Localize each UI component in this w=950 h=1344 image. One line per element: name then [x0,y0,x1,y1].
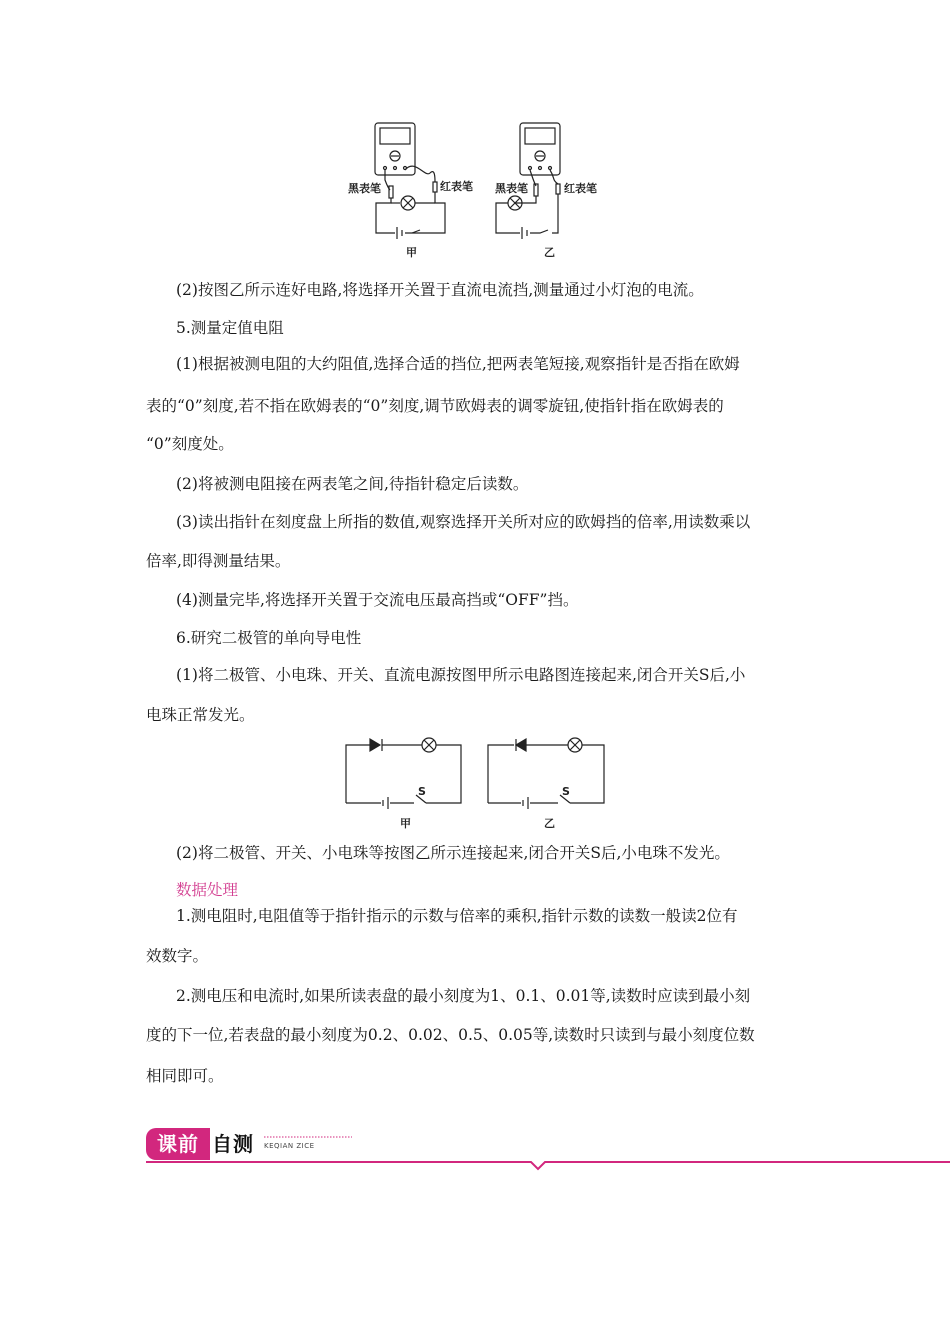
paragraph: “0”刻度处。 [146,435,234,453]
paragraph: 1.测电阻时,电阻值等于指针指示的示数与倍率的乘积,指针示数的读数一般读2位有 [176,907,738,925]
switch-label-right: S [562,785,570,798]
caption-yi-fig1: 乙 [544,246,555,259]
paragraph: (2)将被测电阻接在两表笔之间,待指针稳定后读数。 [176,475,529,493]
paragraph: (1)将二极管、小电珠、开关、直流电源按图甲所示电路图连接起来,闭合开关S后,小 [176,666,746,684]
black-probe-label-left: 黑表笔 [348,182,381,195]
switch-label-left: S [418,785,426,798]
paragraph: (1)根据被测电阻的大约阻值,选择合适的挡位,把两表笔短接,观察指针是否指在欧姆 [176,355,740,373]
diode-circuit-figure [340,733,610,833]
paragraph: 效数字。 [146,947,209,965]
banner-underline [146,1125,950,1175]
paragraph: 表的“0”刻度,若不指在欧姆表的“0”刻度,调节欧姆表的调零旋钮,使指针指在欧姆表的 [146,397,724,415]
heading-diode: 6.研究二极管的单向导电性 [176,629,362,647]
paragraph: (3)读出指针在刻度盘上所指的数值,观察选择开关所对应的欧姆挡的倍率,用读数乘以 [176,513,751,531]
multimeter-circuit-figure [340,118,630,263]
paragraph: 电珠正常发光。 [146,706,255,724]
paragraph: 2.测电压和电流时,如果所读表盘的最小刻度为1、0.1、0.01等,读数时应读到最小刻 [176,987,751,1005]
banner-tag-pink: 课前 [146,1128,210,1160]
red-probe-label-left: 红表笔 [440,180,473,193]
paragraph: (2)按图乙所示连好电路,将选择开关置于直流电流挡,测量通过小灯泡的电流。 [176,281,704,299]
banner-subtitle: KEQIAN ZICE [264,1142,315,1150]
paragraph: (4)测量完毕,将选择开关置于交流电压最高挡或“OFF”挡。 [176,591,579,609]
caption-jia-fig2: 甲 [400,817,411,830]
section-banner [146,1125,950,1175]
paragraph: 倍率,即得测量结果。 [146,552,291,570]
paragraph: (2)将二极管、开关、小电珠等按图乙所示连接起来,闭合开关S后,小电珠不发光。 [176,844,730,862]
caption-jia-fig1: 甲 [406,246,417,259]
paragraph: 相同即可。 [146,1067,224,1085]
black-probe-label-right: 黑表笔 [495,182,528,195]
heading-measure-resistance: 5.测量定值电阻 [176,319,284,337]
caption-yi-fig2: 乙 [544,817,555,830]
paragraph: 度的下一位,若表盘的最小刻度为0.2、0.02、0.5、0.05等,读数时只读到与最小刻度位数 [146,1026,755,1044]
section-title-data-processing: 数据处理 [176,881,239,899]
red-probe-label-right: 红表笔 [564,182,597,195]
banner-tag-black: 自测 [212,1132,254,1156]
